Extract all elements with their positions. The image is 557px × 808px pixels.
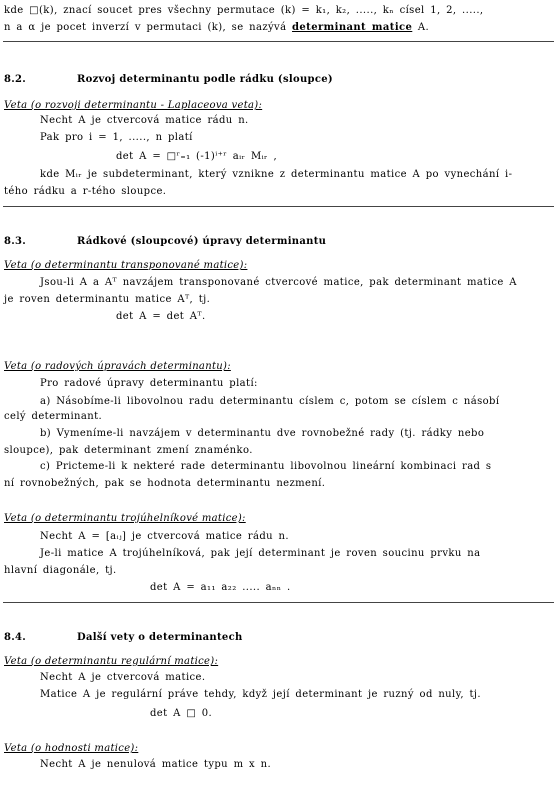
determinant-term: determinant matice (292, 22, 413, 33)
text-line: sloupce), pak determinant zmení znaménko. (4, 445, 253, 456)
text-line: c) Pricteme-li k nekteré rade determinantu libovolnou lineární kombinaci rad s (40, 461, 492, 472)
intro-line-2-end: A. (412, 22, 430, 33)
intro-line-1: kde □(k), znací soucet pres všechny permutace (k) = k₁, k₂, ....., kₙ císel 1, 2, ....., (4, 5, 484, 16)
section-number-8-4: 8.4. (4, 632, 27, 643)
section-title-8-3: Rádkové (sloupcové) úpravy determinantu (77, 236, 327, 247)
text-line: Necht A je nenulová matice typu m x n. (40, 759, 272, 770)
text-line: Pak pro i = 1, ....., n platí (40, 132, 193, 143)
text-line: celý determinant. (4, 411, 103, 422)
intro-line-2 (4, 22, 429, 34)
text-line: Matice A je regulární práve tehdy, když její determinant je ruzný od nuly, tj. (40, 689, 481, 700)
section-title-8-2: Rozvoj determinantu podle rádku (sloupce) (77, 74, 333, 85)
text-line: hlavní diagonále, tj. (4, 565, 117, 576)
section-number-8-3: 8.3. (4, 236, 27, 247)
separator (3, 41, 554, 42)
text-line: je roven determinantu matice Aᵀ, tj. (4, 294, 211, 305)
text-line: a) Násobíme-li libovolnou radu determinantu císlem c, potom se císlem c násobí (40, 396, 500, 407)
section-number-8-2: 8.2. (4, 74, 27, 85)
formula-laplace: det A = □ʳ₌₁ (-1)ⁱ⁺ʳ aᵢᵣ Mᵢᵣ , (116, 151, 278, 162)
text-line: tého rádku a r-tého sloupce. (4, 186, 167, 197)
theorem-regular: Veta (o determinantu regulární matice): (4, 656, 219, 667)
separator (3, 206, 554, 207)
theorem-transposed: Veta (o determinantu transponované matice): (4, 260, 248, 271)
theorem-triangular: Veta (o determinantu trojúhelníkové matice): (4, 513, 246, 524)
text-line: Jsou-li A a Aᵀ navzájem transponované ctvercové matice, pak determinant matice A (40, 277, 517, 288)
theorem-rank: Veta (o hodnosti matice): (4, 743, 139, 754)
theorem-row-operations: Veta (o radových úpravách determinantu): (4, 361, 231, 372)
theorem-laplace: Veta (o rozvoji determinantu - Laplaceova veta): (4, 100, 263, 111)
text-line: kde Mᵢᵣ je subdeterminant, který vznikne z determinantu matice A po vynechání i- (40, 169, 513, 180)
text-line: Necht A je ctvercová matice. (40, 672, 206, 683)
intro-line-2-start: n a α je pocet inverzí v permutaci (k), se nazývá (4, 22, 293, 33)
formula-transposed: det A = det Aᵀ. (116, 311, 206, 322)
text-line: Je-li matice A trojúhelníková, pak její determinant je roven soucinu prvku na (40, 548, 481, 559)
formula-regular: det A □ 0. (150, 708, 213, 719)
separator (3, 602, 554, 603)
text-line: b) Vymeníme-li navzájem v determinantu dve rovnobežné rady (tj. rádky nebo (40, 428, 485, 439)
text-line: ní rovnobežných, pak se hodnota determinantu nezmení. (4, 478, 326, 489)
section-title-8-4: Další vety o determinantech (77, 632, 243, 643)
text-line: Necht A = [aᵢⱼ] je ctvercová matice rádu n. (40, 531, 289, 542)
text-line: Necht A je ctvercová matice rádu n. (40, 115, 249, 126)
text-line: Pro radové úpravy determinantu platí: (40, 378, 258, 389)
formula-triangular: det A = a₁₁ a₂₂ ..... aₙₙ . (150, 582, 291, 593)
